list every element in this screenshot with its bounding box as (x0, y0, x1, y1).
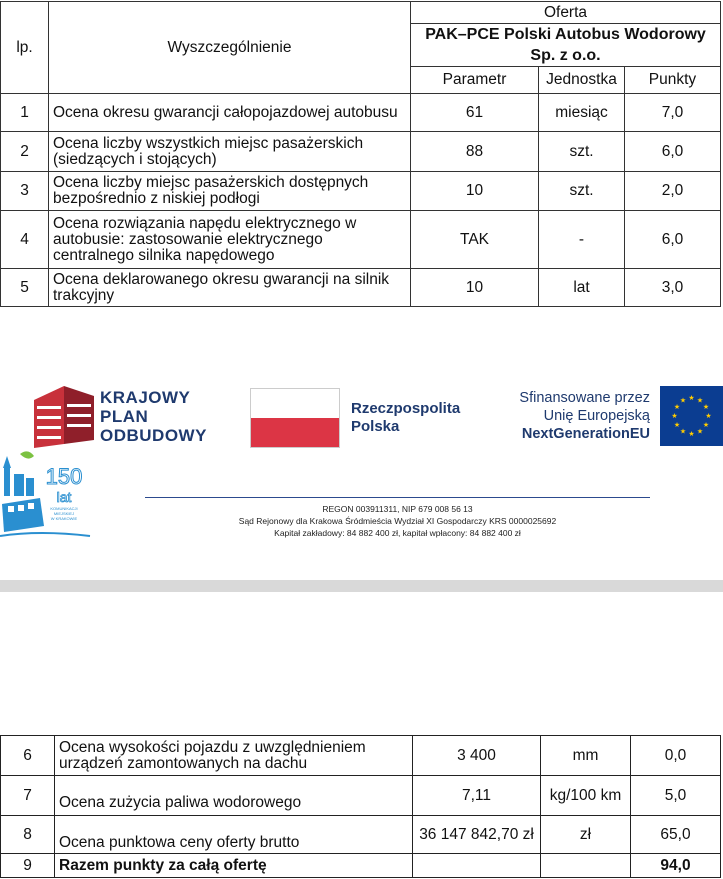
row-desc: Ocena zużycia paliwa wodorowego (55, 776, 413, 816)
svg-text:★: ★ (671, 412, 678, 420)
header-company: PAK–PCE Polski Autobus Wodorowy Sp. z o.o. (411, 24, 721, 67)
row-unit: kg/100 km (541, 776, 631, 816)
row-param: 88 (411, 132, 539, 172)
header-wyszczegolnienie: Wyszczególnienie (49, 2, 411, 94)
svg-text:★: ★ (705, 412, 712, 420)
row-desc: Ocena punktowa ceny oferty brutto (55, 816, 413, 854)
anniversary-150-logo (0, 448, 92, 544)
header-lp: lp. (1, 2, 49, 94)
row-lp: 3 (1, 172, 49, 211)
eu-line: Sfinansowane przez (519, 390, 650, 406)
anniversary-org-line: MIEJSKIEJ (53, 511, 75, 516)
svg-text:★: ★ (673, 403, 681, 411)
row-points: 6,0 (625, 132, 721, 172)
row-unit (541, 854, 631, 878)
row-lp: 8 (1, 816, 55, 854)
row-desc: Ocena liczby wszystkich miejsc pasażerskich (siedzących i stojących) (49, 132, 411, 172)
row-param: 3 400 (413, 736, 541, 776)
svg-text:★: ★ (673, 421, 681, 429)
anniversary-org-line: W KRAKOWIE (50, 516, 78, 521)
table-row (1, 172, 721, 211)
row-lp: 1 (1, 94, 49, 132)
row-points: 65,0 (631, 816, 721, 854)
row-unit: - (539, 211, 625, 269)
footer-divider (145, 497, 650, 498)
rp-line: Rzeczpospolita (351, 400, 461, 417)
row-lp: 5 (1, 269, 49, 307)
kpo-line: ODBUDOWY (100, 426, 207, 445)
table-row (1, 94, 721, 132)
svg-text:★: ★ (688, 394, 695, 402)
row-param: 10 (411, 172, 539, 211)
header-oferta: Oferta (411, 2, 721, 24)
row-param: 7,11 (413, 776, 541, 816)
row-lp: 9 (1, 854, 55, 878)
svg-text:★: ★ (696, 427, 704, 436)
anniversary-number: 150 (45, 464, 83, 489)
row-points: 2,0 (625, 172, 721, 211)
svg-text:★: ★ (702, 403, 710, 411)
svg-text:★: ★ (679, 427, 687, 436)
kpo-building-icon (34, 386, 94, 448)
eu-line: Unię Europejską (543, 408, 650, 424)
kpo-line: KRAJOWY (100, 388, 191, 407)
table-row (1, 816, 721, 854)
row-unit: mm (541, 736, 631, 776)
row-points: 3,0 (625, 269, 721, 307)
row-points: 7,0 (625, 94, 721, 132)
eu-flag-icon (660, 386, 723, 446)
row-points: 6,0 (625, 211, 721, 269)
row-lp: 7 (1, 776, 55, 816)
row-desc: Ocena deklarowanego okresu gwarancji na silnik trakcyjny (49, 269, 411, 307)
row-points: 5,0 (631, 776, 721, 816)
table-row (1, 211, 721, 269)
anniversary-org-line: KOMUNIKACJI (50, 506, 78, 511)
row-unit: zł (541, 816, 631, 854)
table-row (1, 736, 721, 776)
row-desc: Ocena liczby miejsc pasażerskich dostępnych bezpośrednio z niskiej podłogi (49, 172, 411, 211)
anniversary-suffix: lat (56, 489, 72, 505)
row-points: 0,0 (631, 736, 721, 776)
svg-text:★: ★ (696, 396, 704, 405)
header-jednostka: Jednostka (539, 67, 625, 94)
row-param: TAK (411, 211, 539, 269)
header-punkty: Punkty (625, 67, 721, 94)
row-param: 10 (411, 269, 539, 307)
svg-text:★: ★ (702, 421, 710, 429)
total-points: 94,0 (631, 854, 721, 878)
row-lp: 2 (1, 132, 49, 172)
svg-text:★: ★ (688, 430, 695, 438)
table-row (1, 776, 721, 816)
row-unit: miesiąc (539, 94, 625, 132)
table-row (1, 269, 721, 307)
row-desc: Ocena okresu gwarancji całopojazdowej autobusu (49, 94, 411, 132)
row-unit: szt. (539, 172, 625, 211)
row-desc: Ocena rozwiązania napędu elektrycznego w autobusie: zastosowanie elektrycznego centralnego silnika napędowego (49, 211, 411, 269)
rp-line: Polska (351, 418, 400, 435)
eu-line: NextGenerationEU (521, 426, 650, 442)
kpo-line: PLAN (100, 407, 149, 426)
row-param: 36 147 842,70 zł (413, 816, 541, 854)
row-param (413, 854, 541, 878)
kpo-logo-text (100, 388, 207, 445)
row-desc: Ocena wysokości pojazdu z uwzględnieniem urządzeń zamontowanych na dachu (55, 736, 413, 776)
header-parametr: Parametr (411, 67, 539, 94)
row-unit: lat (539, 269, 625, 307)
eu-funding-text (480, 389, 650, 443)
table-row (1, 132, 721, 172)
table-row-total (1, 854, 721, 878)
row-unit: szt. (539, 132, 625, 172)
offer-table-top (0, 1, 721, 307)
row-lp: 6 (1, 736, 55, 776)
footer-court: Sąd Rejonowy dla Krakowa Śródmieścia Wydział XI Gospodarczy KRS 0000025692 (238, 516, 557, 526)
poland-flag-icon (250, 388, 340, 448)
offer-table-bottom (0, 735, 721, 878)
page-separator (0, 580, 723, 592)
footer-regon: REGON 003911311, NIP 679 008 56 13 (322, 504, 473, 514)
total-label: Razem punkty za całą ofertę (55, 854, 413, 878)
company-footer (145, 503, 650, 539)
footer-capital: Kapitał zakładowy: 84 882 400 zł, kapitał wpłacony: 84 882 400 zł (274, 528, 521, 538)
row-lp: 4 (1, 211, 49, 269)
rp-logo-text (351, 400, 460, 436)
svg-text:★: ★ (679, 396, 687, 405)
row-param: 61 (411, 94, 539, 132)
